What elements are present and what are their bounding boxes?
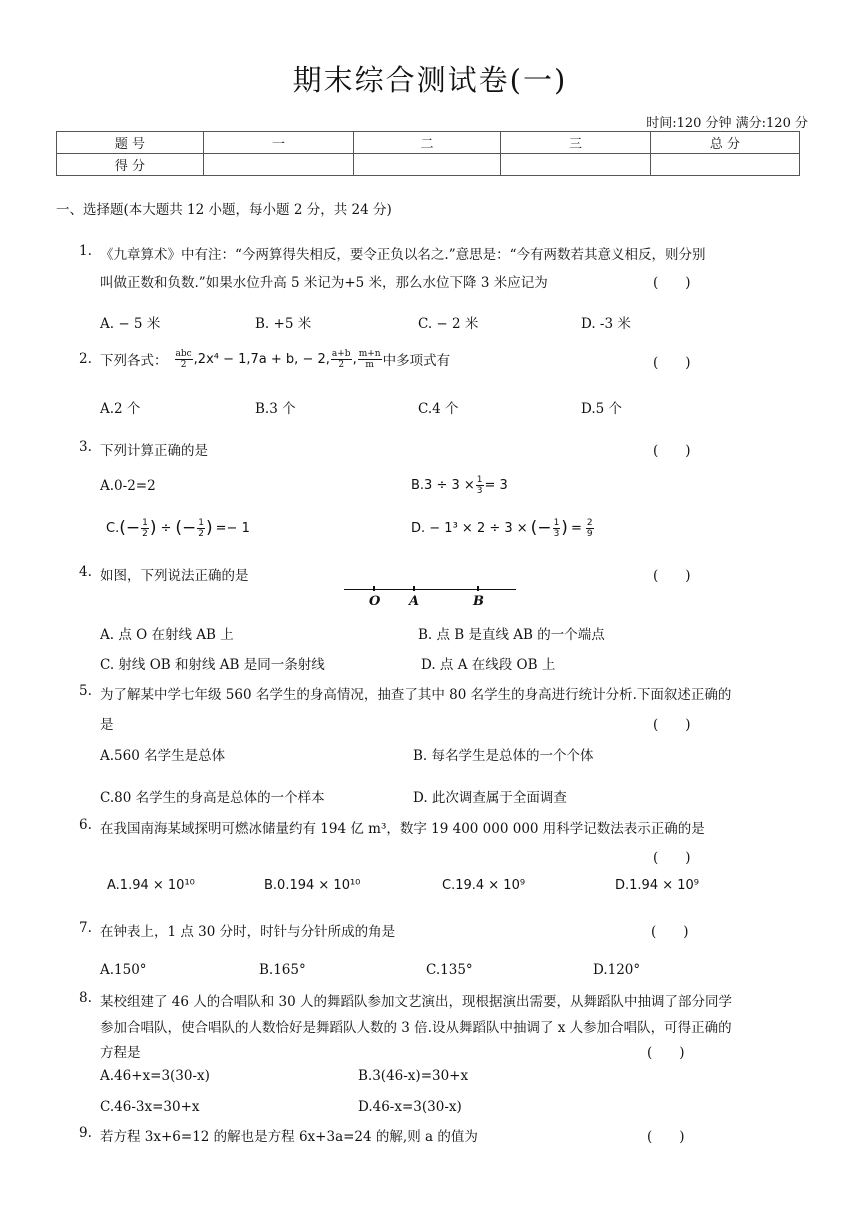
question-number: 1. bbox=[79, 243, 92, 259]
question-text: 如图，下列说法正确的是 bbox=[100, 568, 249, 584]
option-a: A.1.94 × 10¹⁰ bbox=[107, 878, 195, 893]
question-text: 《九章算术》中有注：“今两算得失相反，要令正负以名之.”意思是：“今有两数若其意义相反，则分别 bbox=[100, 247, 706, 263]
option-c: C.80 名学生的身高是总体的一个样本 bbox=[100, 790, 325, 806]
option-a: A.560 名学生是总体 bbox=[100, 748, 226, 764]
score-cell: 二 bbox=[354, 132, 501, 154]
tick-a bbox=[413, 586, 415, 591]
score-cell: 得 分 bbox=[57, 154, 204, 176]
option-d: D.120° bbox=[593, 962, 641, 978]
tick-b bbox=[477, 586, 479, 591]
question-text: 若方程 3x+6=12 的解也是方程 6x+3a=24 的解,则 a 的值为 bbox=[100, 1129, 478, 1145]
section-heading: 一、选择题(本大题共 12 小题，每小题 2 分，共 24 分) bbox=[56, 202, 392, 218]
question-text bbox=[100, 344, 450, 374]
score-table-header-row bbox=[57, 132, 800, 154]
question-number: 4. bbox=[79, 564, 92, 580]
question-text: 叫做正数和负数.”如果水位升高 5 米记为+5 米，那么水位下降 3 米应记为 bbox=[100, 275, 548, 291]
q2-expression: ,2x⁴ − 1,7a + b, − 2, bbox=[193, 351, 330, 367]
answer-paren[interactable]: ( ) bbox=[653, 568, 691, 584]
question-number: 5. bbox=[79, 683, 92, 699]
option-d: D. 点 A 在线段 OB 上 bbox=[421, 657, 556, 673]
option-a: A. 点 O 在射线 AB 上 bbox=[100, 627, 234, 643]
option-b: B.3 个 bbox=[255, 401, 296, 417]
question-text: 下列计算正确的是 bbox=[100, 443, 208, 459]
page-title: 期末综合测试卷(一) bbox=[292, 63, 568, 97]
option-c: C. − 2 米 bbox=[418, 316, 479, 332]
score-input-cell[interactable] bbox=[354, 154, 501, 176]
question-text: 在我国南海某域探明可燃冰储量约有 194 亿 m³，数字 19 400 000 000 用科学记数法表示正确的是 bbox=[100, 821, 705, 837]
score-input-cell[interactable] bbox=[651, 154, 800, 176]
question-number: 9. bbox=[79, 1125, 92, 1141]
option-c: C.19.4 × 10⁹ bbox=[442, 878, 526, 893]
answer-paren[interactable]: ( ) bbox=[653, 717, 691, 733]
answer-paren[interactable]: ( ) bbox=[653, 850, 691, 866]
option-b: B.0.194 × 10¹⁰ bbox=[264, 878, 361, 893]
question-text: 是 bbox=[100, 717, 114, 733]
fraction: $\frac{\text{abc}}{2}$ bbox=[175, 348, 192, 370]
answer-paren[interactable]: ( ) bbox=[653, 443, 691, 459]
question-number: 3. bbox=[79, 439, 92, 455]
option-d: D.5 个 bbox=[581, 401, 623, 417]
tick-o bbox=[373, 586, 375, 591]
option-b: B.165° bbox=[259, 962, 306, 978]
q2-prefix: 下列各式： bbox=[100, 353, 168, 369]
score-cell: 题 号 bbox=[57, 132, 204, 154]
option-b: B. 每名学生是总体的一个个体 bbox=[413, 748, 594, 764]
option-d: D. − 1³ × 2 ÷ 3 × (− $\frac{1}{3}$ ) = $\frac{2}{9}$ bbox=[411, 517, 593, 539]
option-c: C. 射线 OB 和射线 AB 是同一条射线 bbox=[100, 657, 325, 673]
option-b: B.3(46-x)=30+x bbox=[358, 1068, 469, 1084]
answer-paren[interactable]: ( ) bbox=[651, 924, 689, 940]
option-b: B. +5 米 bbox=[255, 316, 312, 332]
score-cell: 总 分 bbox=[651, 132, 800, 154]
option-c: C. (− $\frac{1}{2}$ ) ÷ (− $\frac{1}{2}$ ) =− 1 bbox=[106, 517, 250, 539]
question-text: 为了解某中学七年级 560 名学生的身高情况，抽查了其中 80 名学生的身高进行统计分析.下面叙述正确的 bbox=[100, 687, 732, 703]
score-table-score-row bbox=[57, 154, 800, 176]
fraction: $\frac{m+n}{m}$ bbox=[358, 348, 381, 370]
option-c: C.46-3x=30+x bbox=[100, 1099, 200, 1115]
answer-paren[interactable]: ( ) bbox=[647, 1045, 685, 1061]
option-a: A.2 个 bbox=[100, 401, 141, 417]
question-text: 参加合唱队，使合唱队的人数恰好是舞蹈队人数的 3 倍.设从舞蹈队中抽调了 x 人参加合唱队，可得正确的 bbox=[100, 1020, 732, 1036]
number-line-figure bbox=[344, 583, 516, 613]
option-d: D. 此次调查属于全面调查 bbox=[413, 790, 567, 806]
option-b: B. 点 B 是直线 AB 的一个端点 bbox=[418, 627, 605, 643]
option-a: A. − 5 米 bbox=[100, 316, 161, 332]
q2-suffix: 中多项式有 bbox=[382, 353, 451, 369]
question-text: 某校组建了 46 人的合唱队和 30 人的舞蹈队参加文艺演出，现根据演出需要，从舞蹈队中抽调了部分同学 bbox=[100, 994, 733, 1010]
label-a: A bbox=[409, 594, 420, 609]
option-a: A.150° bbox=[100, 962, 147, 978]
question-number: 2. bbox=[79, 351, 92, 367]
option-c: C.4 个 bbox=[418, 401, 459, 417]
answer-paren[interactable]: ( ) bbox=[653, 355, 691, 371]
score-cell: 三 bbox=[501, 132, 651, 154]
option-a: A.0-2=2 bbox=[100, 478, 156, 494]
label-o: O bbox=[369, 594, 381, 609]
label-b: B bbox=[473, 594, 484, 609]
score-cell: 一 bbox=[204, 132, 354, 154]
question-text: 方程是 bbox=[100, 1045, 141, 1061]
option-d: D.1.94 × 10⁹ bbox=[615, 878, 699, 893]
question-number: 7. bbox=[79, 920, 92, 936]
score-input-cell[interactable] bbox=[501, 154, 651, 176]
score-table bbox=[56, 131, 800, 176]
answer-paren[interactable]: ( ) bbox=[653, 275, 691, 291]
fraction: $\frac{a+b}{2}$ bbox=[331, 348, 351, 370]
option-d: D.46-x=3(30-x) bbox=[358, 1099, 462, 1115]
q2-comma: , bbox=[352, 351, 357, 367]
option-b: B.3 ÷ 3 × $\frac{1}{3}$ = 3 bbox=[411, 474, 508, 496]
answer-paren[interactable]: ( ) bbox=[647, 1129, 685, 1145]
time-info: 时间:120 分钟 满分:120 分 bbox=[646, 116, 808, 131]
question-number: 8. bbox=[79, 990, 92, 1006]
line-segment bbox=[344, 589, 516, 590]
score-input-cell[interactable] bbox=[204, 154, 354, 176]
question-text: 在钟表上，1 点 30 分时，时针与分针所成的角是 bbox=[100, 924, 396, 940]
option-c: C.135° bbox=[426, 962, 473, 978]
option-d: D. -3 米 bbox=[581, 316, 631, 332]
option-a: A.46+x=3(30-x) bbox=[100, 1068, 210, 1084]
question-number: 6. bbox=[79, 817, 92, 833]
